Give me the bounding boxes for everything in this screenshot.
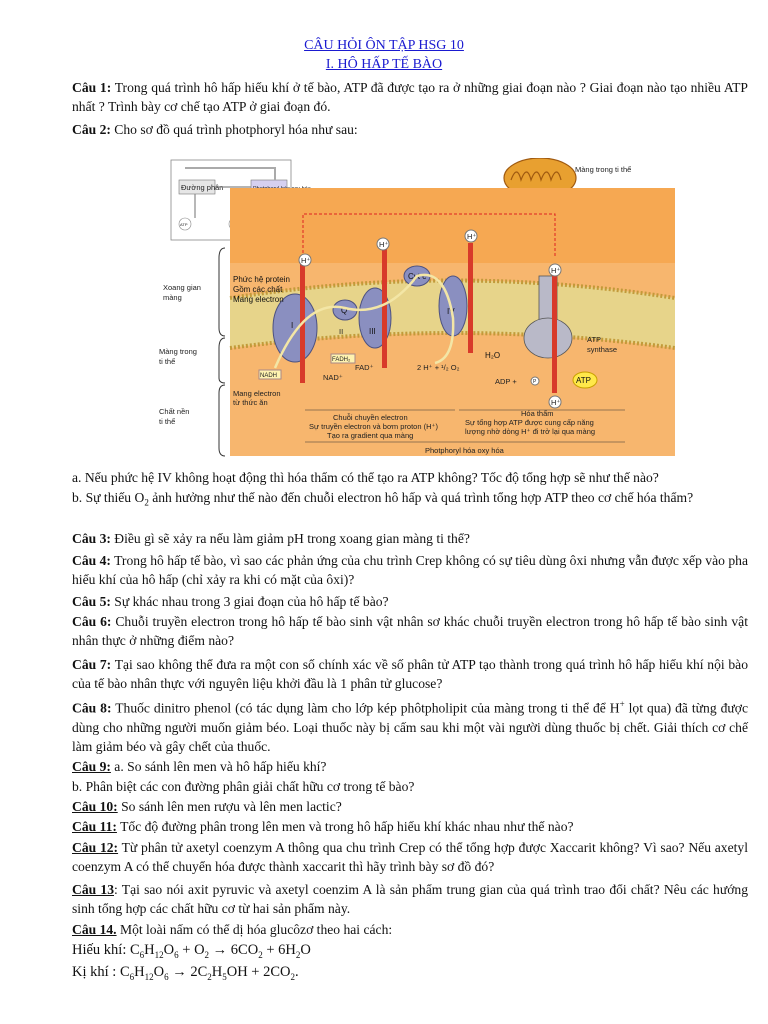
question-14 [72, 920, 748, 939]
o2-equation: 2 H⁺ + ¹/₂ O₂ [417, 363, 460, 372]
phuc-he-1: Phức hệ protein [233, 275, 290, 284]
nadh-label: NADH [260, 373, 278, 379]
mang-e-2: từ thức ăn [233, 398, 268, 407]
equation-anaerobic-label: Kị khí : [72, 964, 120, 980]
h-plus-1: H⁺ [301, 256, 311, 265]
question-2-text: Cho sơ đồ quá trình photphoryl hóa như sau: [110, 122, 358, 137]
question-4 [72, 551, 748, 589]
question-1-label: Câu 1: [72, 80, 112, 95]
photphoryl-caption: Photphoryl hóa oxy hóa [425, 446, 504, 455]
question-3-text: Điều gì sẽ xảy ra nếu làm giảm pH trong xoang gian màng ti thể? [110, 531, 470, 546]
fadh2-label: FADH₂ [332, 357, 351, 363]
question-8-text-a: Thuốc dinitro phenol (có tác dụng làm cho lớp kép phôtpholipit của màng trong ti thể để H [111, 700, 620, 716]
question-8 [72, 695, 748, 756]
question-4-text: Trong hô hấp tế bào, vì sao các phản ứng của chu trình Crep không có sự tiêu dùng ôxi nhưng vẫn được xếp vào pha hiếu khí của hô hấp (chỉ xảy ra khi có mặt của ôxi)? [72, 553, 748, 587]
question-2 [72, 120, 748, 139]
equation-anaerobic-formula: $C_6H_{12}O_6 \to 2C_2H_5OH + 2CO_2$. [119, 964, 299, 982]
h-plus-4: H⁺ [551, 266, 561, 275]
atp-synthase-1: ATP [587, 335, 602, 344]
question-11 [72, 817, 748, 836]
svg-text:ATP: ATP [180, 222, 188, 227]
hoa-tham-1: Hóa thẩm [521, 409, 554, 418]
equation-anaerobic [72, 963, 748, 987]
question-8-text-b: lọt qua) đã từng được dùng cho những người muốn giảm béo. Loại thuốc này bị cấm sau khi một vài người dùng thuốc bị chết. Giải thích cơ chế làm giảm béo và gây chết của thuốc. [72, 700, 749, 754]
document-title-2: I. HÔ HẤP TẾ BÀO [325, 57, 443, 72]
question-5 [72, 592, 748, 611]
cyt-c-label: Cyt c [408, 272, 427, 281]
question-2b [72, 488, 748, 513]
oxidative-phosphorylation-figure [155, 158, 675, 458]
equation-aerobic [72, 941, 748, 965]
fad-label: FAD⁺ [355, 363, 374, 372]
label-chat-nen-2: ti thể [159, 417, 176, 426]
question-7-label: Câu 7: [72, 657, 112, 672]
label-chat-nen-1: Chất nền [159, 407, 190, 416]
inset-label-duong-phan: Đường phân [181, 183, 224, 192]
label-mang-trong-1: Màng trong [159, 347, 197, 356]
label-xoang-gian-mang-1: Xoang gian [163, 283, 201, 292]
h-plus-2: H⁺ [379, 240, 389, 249]
question-7 [72, 655, 748, 693]
h-plus-5: H⁺ [551, 398, 561, 407]
nad-label: NAD⁺ [323, 373, 343, 382]
hoa-tham-2: Sự tổng hợp ATP được cung cấp năng [465, 418, 594, 427]
question-10 [72, 797, 748, 816]
chuoi-3: Tạo ra gradient qua màng [327, 431, 414, 440]
label-mang-trong-2: ti thể [159, 357, 176, 366]
h-plus-3: H⁺ [467, 232, 477, 241]
question-12-label: Câu 12: [72, 840, 119, 855]
question-8-sup: + [619, 699, 625, 709]
document-title-1: CÂU HỎI ÔN TẬP HSG 10 [304, 38, 464, 53]
complex-IV-label: IV [447, 307, 455, 316]
adp-label: ADP + [495, 377, 517, 386]
equation-aerobic-label: Hiếu khí: [72, 942, 130, 958]
complex-Q-label: Q [341, 306, 348, 315]
phuc-he-3: Mang electron [233, 295, 284, 304]
chuoi-1: Chuỗi chuyền electron [333, 413, 408, 422]
question-5-label: Câu 5: [72, 594, 111, 609]
question-11-text: Tốc độ đường phân trong lên men và trong hô hấp hiếu khí khác nhau như thế nào? [116, 819, 574, 834]
label-mang-trong-ti-the-top: Màng trong ti thể [575, 165, 632, 174]
question-11-label: Câu 11: [72, 819, 117, 834]
h2o-label: H₂O [485, 351, 501, 360]
question-2b-sub: 2 [144, 497, 149, 508]
question-6-text: Chuỗi truyền electron trong hô hấp tế bào sinh vật nhân sơ khác chuỗi truyền electron trong hô hấp tế bào sinh vật nhân thực ở những điểm nào? [72, 614, 748, 648]
question-9 [72, 757, 748, 776]
question-5-text: Sự khác nhau trong 3 giai đoạn của hô hấp tế bào? [110, 594, 389, 609]
question-12-text: Từ phân tử axetyl coenzym A thông qua chu trình Crep có thể tổng hợp được Xaccarit không? Vì sao? Nếu axetyl coenzym A có thể chuyển hóa được thành xaccarit thì hãy trình bày sơ đồ đó? [72, 840, 748, 874]
complex-III-label: III [369, 327, 376, 336]
p-label: P [533, 379, 537, 385]
question-14-text: Một loài nấm có thể dị hóa glucôzơ theo hai cách: [116, 922, 393, 937]
atp-label: ATP [576, 376, 591, 385]
atp-synthase-2: synthase [587, 345, 618, 354]
question-9-text: a. So sánh lên men và hô hấp hiếu khí? [110, 759, 327, 774]
complex-I-label: I [291, 321, 294, 330]
question-13-label: Câu 13 [72, 882, 114, 897]
question-13-text: : Tại sao nói axit pyruvic và axetyl coenzim A là sản phẩm trung gian của quá trình trao đổi chất? Nêu các hướng sinh tổng hợp các chất hữu cơ từ hai sản phẩm này. [72, 882, 748, 916]
question-2b-part1: b. Sự thiếu O [72, 490, 145, 505]
question-7-text: Tại sao không thể đưa ra một con số chính xác về số phân tử ATP tạo thành trong quá trình hô hấp hiếu khí nội bào của tế bào nhân thực với nguyên liệu khởi đầu là 1 phân tử glucose? [72, 657, 748, 691]
question-9-label: Câu 9: [72, 759, 111, 774]
complex-II-label: II [339, 327, 344, 336]
question-10-text: So sánh lên men rượu và lên men lactic? [117, 799, 342, 814]
question-10-label: Câu 10: [72, 799, 118, 814]
chuoi-2: Sự truyền electron và bơm proton (H⁺) [309, 422, 438, 431]
question-6-label: Câu 6: [72, 614, 112, 629]
equation-aerobic-formula: $C_6H_{12}O_6 + O_2 \to 6CO_2 + 6H_2O$ [130, 942, 311, 960]
question-2-label: Câu 2: [72, 122, 111, 137]
question-6 [72, 612, 748, 650]
question-9b: b. Phân biệt các con đường phân giải chất hữu cơ trong tế bào? [72, 779, 415, 794]
mang-e-1: Mang electron [233, 389, 281, 398]
hoa-tham-3: lượng nhờ dòng H⁺ đi trở lại qua màng [465, 427, 596, 436]
question-2a: a. Nếu phức hệ IV không hoạt động thì hóa thẩm có thể tạo ra ATP không? Tốc độ tổng hợp sẽ như thế nào? [72, 470, 659, 485]
question-12 [72, 838, 748, 876]
label-xoang-gian-mang-2: màng [163, 293, 182, 302]
question-13 [72, 880, 748, 918]
question-3-label: Câu 3: [72, 531, 111, 546]
question-8-label: Câu 8: [72, 700, 112, 716]
question-4-label: Câu 4: [72, 553, 111, 568]
question-1-text: Trong quá trình hô hấp hiếu khí ở tế bào, ATP đã được tạo ra ở những giai đoạn nào ? Giai đoạn nào tạo nhiều ATP nhất ? Trình bày cơ chế tạo ATP ở giai đoạn đó. [72, 80, 748, 114]
question-1 [72, 78, 748, 116]
question-14-label: Câu 14. [72, 922, 117, 937]
question-2b-part2: ảnh hưởng như thế nào đến chuỗi electron hô hấp và quá trình tổng hợp ATP theo cơ chế hóa thẩm? [148, 490, 694, 505]
phuc-he-2: Gồm các chất [233, 285, 283, 294]
question-3 [72, 529, 748, 548]
